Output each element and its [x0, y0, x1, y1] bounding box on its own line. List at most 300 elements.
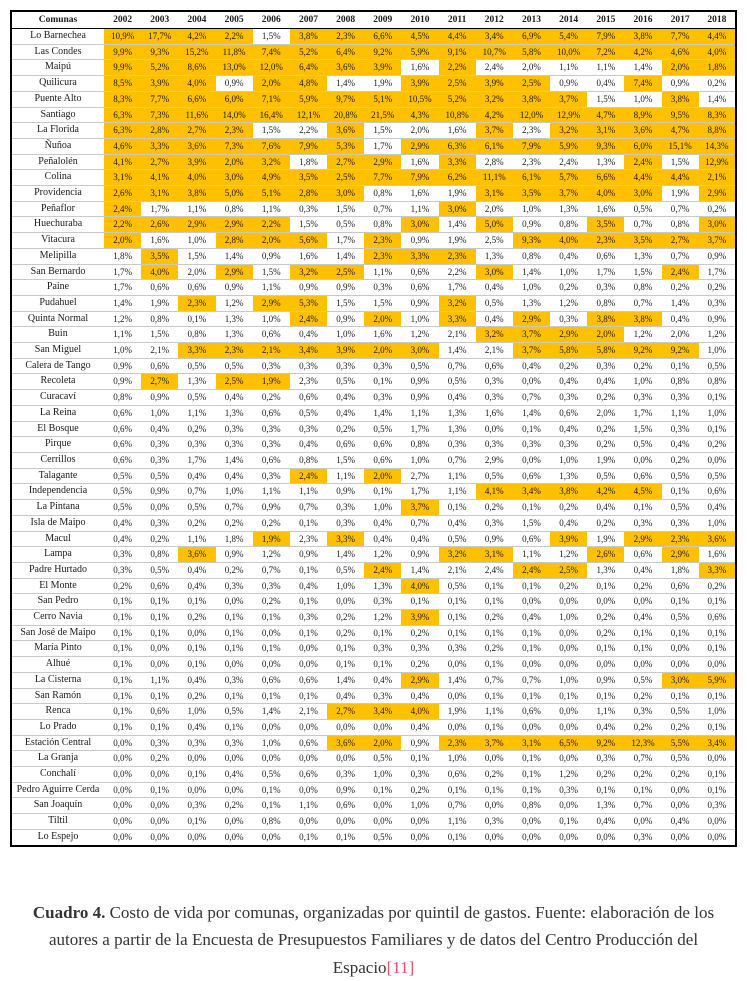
- value-cell: 20,8%: [327, 107, 364, 123]
- value-cell: 3,2%: [476, 91, 513, 107]
- comuna-cell: Talagante: [11, 468, 104, 484]
- value-cell: 0,5%: [624, 201, 661, 217]
- value-cell: 0,2%: [401, 657, 438, 673]
- value-cell: 1,3%: [513, 295, 550, 311]
- value-cell: 1,0%: [624, 91, 661, 107]
- value-cell: 3,2%: [439, 295, 476, 311]
- value-cell: 3,5%: [513, 186, 550, 202]
- comuna-cell: Maipú: [11, 60, 104, 76]
- value-cell: 2,1%: [476, 343, 513, 359]
- value-cell: 2,7%: [141, 154, 178, 170]
- value-cell: 4,1%: [476, 484, 513, 500]
- value-cell: 0,3%: [364, 688, 401, 704]
- year-column-header: 2005: [216, 11, 253, 29]
- value-cell: 0,0%: [104, 814, 141, 830]
- value-cell: 2,1%: [699, 170, 736, 186]
- value-cell: 0,9%: [587, 672, 624, 688]
- value-cell: 0,1%: [141, 719, 178, 735]
- value-cell: 2,4%: [476, 60, 513, 76]
- value-cell: 0,0%: [513, 814, 550, 830]
- value-cell: 1,0%: [141, 405, 178, 421]
- value-cell: 0,6%: [178, 280, 215, 296]
- value-cell: 0,3%: [253, 421, 290, 437]
- value-cell: 7,3%: [216, 138, 253, 154]
- value-cell: 1,7%: [401, 421, 438, 437]
- value-cell: 0,1%: [624, 782, 661, 798]
- value-cell: 3,2%: [439, 547, 476, 563]
- value-cell: 2,5%: [216, 374, 253, 390]
- value-cell: 0,6%: [513, 704, 550, 720]
- value-cell: 4,0%: [699, 44, 736, 60]
- value-cell: 0,2%: [624, 688, 661, 704]
- value-cell: 0,1%: [699, 625, 736, 641]
- value-cell: 3,1%: [476, 547, 513, 563]
- comuna-cell: Ñuñoa: [11, 138, 104, 154]
- value-cell: 11,6%: [178, 107, 215, 123]
- value-cell: 3,5%: [141, 248, 178, 264]
- comuna-cell: La Cisterna: [11, 672, 104, 688]
- value-cell: 0,7%: [253, 562, 290, 578]
- value-cell: 3,8%: [550, 484, 587, 500]
- value-cell: 0,4%: [439, 390, 476, 406]
- value-cell: 0,4%: [178, 719, 215, 735]
- value-cell: 0,1%: [104, 641, 141, 657]
- value-cell: 0,2%: [550, 280, 587, 296]
- value-cell: 0,8%: [253, 814, 290, 830]
- value-cell: 1,2%: [401, 327, 438, 343]
- value-cell: 0,0%: [476, 829, 513, 845]
- value-cell: 0,1%: [699, 421, 736, 437]
- value-cell: 0,5%: [216, 704, 253, 720]
- value-cell: 2,3%: [364, 248, 401, 264]
- value-cell: 5,2%: [141, 60, 178, 76]
- value-cell: 1,1%: [476, 704, 513, 720]
- comuna-cell: San Miguel: [11, 343, 104, 359]
- value-cell: 3,9%: [327, 343, 364, 359]
- value-cell: 0,1%: [141, 688, 178, 704]
- value-cell: 2,0%: [364, 311, 401, 327]
- value-cell: 0,0%: [662, 782, 699, 798]
- value-cell: 0,4%: [513, 358, 550, 374]
- value-cell: 0,3%: [587, 358, 624, 374]
- value-cell: 0,1%: [513, 625, 550, 641]
- value-cell: 2,4%: [290, 311, 327, 327]
- value-cell: 1,3%: [550, 468, 587, 484]
- value-cell: 3,0%: [662, 672, 699, 688]
- value-cell: 4,7%: [587, 107, 624, 123]
- value-cell: 0,6%: [327, 437, 364, 453]
- value-cell: 1,7%: [439, 280, 476, 296]
- value-cell: 0,0%: [104, 798, 141, 814]
- value-cell: 0,5%: [476, 468, 513, 484]
- value-cell: 5,8%: [587, 343, 624, 359]
- value-cell: 1,1%: [364, 264, 401, 280]
- value-cell: 0,9%: [401, 547, 438, 563]
- value-cell: 0,3%: [290, 421, 327, 437]
- value-cell: 2,3%: [513, 123, 550, 139]
- value-cell: 0,1%: [587, 578, 624, 594]
- value-cell: 3,6%: [327, 123, 364, 139]
- value-cell: 0,7%: [513, 672, 550, 688]
- value-cell: 0,3%: [550, 311, 587, 327]
- value-cell: 0,7%: [624, 751, 661, 767]
- value-cell: 0,0%: [141, 798, 178, 814]
- value-cell: 0,9%: [401, 233, 438, 249]
- value-cell: 0,0%: [364, 798, 401, 814]
- value-cell: 0,8%: [216, 201, 253, 217]
- table-row: [11, 688, 736, 704]
- table-row: [11, 60, 736, 76]
- value-cell: 0,1%: [476, 782, 513, 798]
- table-row: [11, 374, 736, 390]
- value-cell: 0,2%: [216, 798, 253, 814]
- value-cell: 0,6%: [513, 531, 550, 547]
- value-cell: 4,0%: [401, 578, 438, 594]
- value-cell: 0,1%: [476, 719, 513, 735]
- value-cell: 1,6%: [476, 405, 513, 421]
- value-cell: 1,8%: [662, 562, 699, 578]
- value-cell: 0,3%: [104, 547, 141, 563]
- value-cell: 0,3%: [624, 704, 661, 720]
- table-row: [11, 295, 736, 311]
- value-cell: 1,2%: [253, 547, 290, 563]
- value-cell: 10,5%: [401, 91, 438, 107]
- value-cell: 0,4%: [550, 374, 587, 390]
- value-cell: 0,3%: [476, 374, 513, 390]
- value-cell: 1,0%: [327, 327, 364, 343]
- value-cell: 3,1%: [141, 186, 178, 202]
- comuna-cell: Pudahuel: [11, 295, 104, 311]
- year-column-header: 2011: [439, 11, 476, 29]
- value-cell: 1,1%: [327, 468, 364, 484]
- value-cell: 0,4%: [401, 688, 438, 704]
- value-cell: 0,8%: [141, 311, 178, 327]
- value-cell: 0,0%: [253, 719, 290, 735]
- comuna-cell: Buin: [11, 327, 104, 343]
- value-cell: 0,4%: [290, 327, 327, 343]
- value-cell: 0,1%: [364, 782, 401, 798]
- table-row: [11, 29, 736, 45]
- value-cell: 0,1%: [662, 358, 699, 374]
- value-cell: 0,3%: [364, 358, 401, 374]
- value-cell: 0,8%: [513, 248, 550, 264]
- value-cell: 0,1%: [216, 688, 253, 704]
- value-cell: 0,4%: [699, 500, 736, 516]
- value-cell: 0,5%: [439, 578, 476, 594]
- value-cell: 2,3%: [290, 531, 327, 547]
- value-cell: 0,9%: [550, 76, 587, 92]
- value-cell: 1,2%: [550, 295, 587, 311]
- value-cell: 0,3%: [699, 295, 736, 311]
- value-cell: 0,0%: [178, 829, 215, 845]
- value-cell: 0,0%: [587, 657, 624, 673]
- value-cell: 3,0%: [401, 217, 438, 233]
- value-cell: 4,2%: [476, 107, 513, 123]
- value-cell: 1,4%: [216, 452, 253, 468]
- value-cell: 0,4%: [178, 578, 215, 594]
- comuna-cell: Vitacura: [11, 233, 104, 249]
- year-column-header: 2016: [624, 11, 661, 29]
- value-cell: 2,3%: [439, 735, 476, 751]
- value-cell: 0,3%: [216, 437, 253, 453]
- value-cell: 1,3%: [178, 374, 215, 390]
- value-cell: 5,9%: [290, 91, 327, 107]
- value-cell: 0,3%: [178, 798, 215, 814]
- value-cell: 1,6%: [587, 201, 624, 217]
- value-cell: 3,6%: [699, 531, 736, 547]
- value-cell: 0,1%: [624, 641, 661, 657]
- value-cell: 0,8%: [290, 452, 327, 468]
- value-cell: 1,4%: [327, 547, 364, 563]
- value-cell: 0,6%: [104, 421, 141, 437]
- value-cell: 2,9%: [364, 154, 401, 170]
- value-cell: 0,2%: [178, 515, 215, 531]
- value-cell: 0,9%: [401, 390, 438, 406]
- table-row: [11, 170, 736, 186]
- value-cell: 2,0%: [253, 76, 290, 92]
- table-row: [11, 594, 736, 610]
- value-cell: 0,0%: [624, 452, 661, 468]
- value-cell: 6,4%: [327, 44, 364, 60]
- value-cell: 0,2%: [327, 610, 364, 626]
- value-cell: 0,1%: [699, 594, 736, 610]
- value-cell: 6,0%: [624, 138, 661, 154]
- value-cell: 0,1%: [141, 782, 178, 798]
- value-cell: 0,9%: [699, 248, 736, 264]
- value-cell: 1,6%: [401, 186, 438, 202]
- value-cell: 0,6%: [401, 264, 438, 280]
- comuna-cell: María Pinto: [11, 641, 104, 657]
- value-cell: 3,0%: [439, 201, 476, 217]
- value-cell: 0,5%: [104, 468, 141, 484]
- value-cell: 0,0%: [513, 719, 550, 735]
- value-cell: 0,3%: [662, 390, 699, 406]
- value-cell: 2,3%: [587, 233, 624, 249]
- comuna-cell: Quinta Normal: [11, 311, 104, 327]
- value-cell: 1,0%: [104, 343, 141, 359]
- year-column-header: 2004: [178, 11, 215, 29]
- value-cell: 0,0%: [476, 421, 513, 437]
- value-cell: 2,4%: [513, 562, 550, 578]
- value-cell: 1,0%: [364, 767, 401, 783]
- table-row: [11, 704, 736, 720]
- value-cell: 1,5%: [327, 201, 364, 217]
- value-cell: 7,1%: [253, 91, 290, 107]
- value-cell: 0,1%: [662, 484, 699, 500]
- value-cell: 2,5%: [513, 76, 550, 92]
- value-cell: 0,1%: [513, 421, 550, 437]
- comuna-cell: Lo Espejo: [11, 829, 104, 845]
- value-cell: 13,0%: [216, 60, 253, 76]
- value-cell: 0,2%: [587, 610, 624, 626]
- table-row: [11, 154, 736, 170]
- value-cell: 0,2%: [587, 515, 624, 531]
- value-cell: 4,4%: [624, 170, 661, 186]
- value-cell: 0,8%: [364, 186, 401, 202]
- comuna-cell: San Bernardo: [11, 264, 104, 280]
- value-cell: 0,0%: [401, 829, 438, 845]
- value-cell: 0,2%: [476, 610, 513, 626]
- table-row: [11, 264, 736, 280]
- comuna-cell: Peñalolén: [11, 154, 104, 170]
- value-cell: 2,9%: [253, 295, 290, 311]
- value-cell: 2,9%: [178, 217, 215, 233]
- value-cell: 1,2%: [699, 327, 736, 343]
- value-cell: 1,9%: [439, 186, 476, 202]
- value-cell: 0,1%: [513, 688, 550, 704]
- value-cell: 1,6%: [141, 233, 178, 249]
- value-cell: 8,9%: [624, 107, 661, 123]
- value-cell: 0,6%: [253, 452, 290, 468]
- year-column-header: 2002: [104, 11, 141, 29]
- value-cell: 5,5%: [662, 735, 699, 751]
- value-cell: 3,9%: [550, 531, 587, 547]
- value-cell: 1,3%: [439, 421, 476, 437]
- value-cell: 1,2%: [624, 327, 661, 343]
- value-cell: 0,4%: [364, 672, 401, 688]
- value-cell: 3,2%: [550, 123, 587, 139]
- value-cell: 0,2%: [662, 452, 699, 468]
- comuna-cell: Huechuraba: [11, 217, 104, 233]
- value-cell: 0,5%: [364, 751, 401, 767]
- table-row: [11, 767, 736, 783]
- value-cell: 0,1%: [513, 500, 550, 516]
- value-cell: 0,5%: [327, 374, 364, 390]
- value-cell: 3,1%: [104, 170, 141, 186]
- value-cell: 0,7%: [476, 672, 513, 688]
- value-cell: 0,0%: [476, 798, 513, 814]
- value-cell: 1,6%: [401, 60, 438, 76]
- value-cell: 0,0%: [327, 719, 364, 735]
- value-cell: 7,9%: [587, 29, 624, 45]
- value-cell: 0,9%: [216, 547, 253, 563]
- table-row: [11, 390, 736, 406]
- value-cell: 0,0%: [662, 657, 699, 673]
- year-column-header: 2009: [364, 11, 401, 29]
- value-cell: 3,3%: [439, 154, 476, 170]
- value-cell: 0,5%: [476, 295, 513, 311]
- year-column-header: 2007: [290, 11, 327, 29]
- value-cell: 5,1%: [364, 91, 401, 107]
- value-cell: 0,2%: [253, 594, 290, 610]
- value-cell: 1,7%: [104, 264, 141, 280]
- value-cell: 6,2%: [439, 170, 476, 186]
- value-cell: 1,1%: [439, 468, 476, 484]
- value-cell: 4,9%: [253, 170, 290, 186]
- value-cell: 3,7%: [513, 327, 550, 343]
- citation-link[interactable]: [11]: [386, 957, 415, 977]
- comuna-cell: Curacaví: [11, 390, 104, 406]
- value-cell: 0,0%: [550, 625, 587, 641]
- comuna-cell: Tiltil: [11, 814, 104, 830]
- value-cell: 1,5%: [253, 123, 290, 139]
- value-cell: 0,6%: [290, 390, 327, 406]
- value-cell: 2,9%: [513, 311, 550, 327]
- value-cell: 2,1%: [439, 327, 476, 343]
- value-cell: 0,7%: [513, 390, 550, 406]
- value-cell: 1,2%: [550, 547, 587, 563]
- value-cell: 1,8%: [104, 248, 141, 264]
- value-cell: 3,7%: [699, 233, 736, 249]
- value-cell: 1,1%: [253, 280, 290, 296]
- value-cell: 1,4%: [364, 405, 401, 421]
- year-column-header: 2008: [327, 11, 364, 29]
- value-cell: 1,7%: [587, 264, 624, 280]
- value-cell: 0,4%: [587, 719, 624, 735]
- value-cell: 10,7%: [476, 44, 513, 60]
- value-cell: 1,5%: [624, 264, 661, 280]
- value-cell: 0,2%: [476, 500, 513, 516]
- value-cell: 1,0%: [550, 264, 587, 280]
- value-cell: 0,2%: [662, 280, 699, 296]
- value-cell: 0,9%: [141, 484, 178, 500]
- value-cell: 0,2%: [253, 515, 290, 531]
- value-cell: 0,6%: [364, 452, 401, 468]
- value-cell: 1,1%: [290, 484, 327, 500]
- value-cell: 0,2%: [253, 390, 290, 406]
- value-cell: 0,5%: [216, 358, 253, 374]
- value-cell: 0,7%: [290, 500, 327, 516]
- value-cell: 6,0%: [216, 91, 253, 107]
- value-cell: 0,0%: [364, 719, 401, 735]
- value-cell: 0,4%: [178, 562, 215, 578]
- value-cell: 1,9%: [439, 233, 476, 249]
- value-cell: 1,0%: [327, 578, 364, 594]
- comuna-cell: El Monte: [11, 578, 104, 594]
- value-cell: 0,6%: [513, 468, 550, 484]
- value-cell: 1,3%: [216, 311, 253, 327]
- value-cell: 1,8%: [699, 60, 736, 76]
- value-cell: 0,0%: [513, 452, 550, 468]
- value-cell: 1,0%: [699, 405, 736, 421]
- value-cell: 2,4%: [290, 468, 327, 484]
- table-row: [11, 123, 736, 139]
- value-cell: 1,4%: [513, 405, 550, 421]
- value-cell: 5,8%: [550, 343, 587, 359]
- value-cell: 4,2%: [178, 29, 215, 45]
- value-cell: 0,1%: [104, 672, 141, 688]
- value-cell: 3,3%: [699, 562, 736, 578]
- value-cell: 0,1%: [476, 625, 513, 641]
- value-cell: 1,0%: [513, 280, 550, 296]
- value-cell: 0,0%: [290, 751, 327, 767]
- value-cell: 0,0%: [624, 814, 661, 830]
- value-cell: 0,0%: [550, 829, 587, 845]
- value-cell: 1,1%: [401, 405, 438, 421]
- value-cell: 0,9%: [401, 374, 438, 390]
- value-cell: 0,8%: [364, 217, 401, 233]
- value-cell: 0,5%: [178, 390, 215, 406]
- value-cell: 1,1%: [178, 531, 215, 547]
- value-cell: 0,4%: [476, 311, 513, 327]
- value-cell: 4,0%: [178, 170, 215, 186]
- value-cell: 2,0%: [104, 233, 141, 249]
- value-cell: 0,4%: [624, 562, 661, 578]
- value-cell: 0,2%: [327, 421, 364, 437]
- value-cell: 0,6%: [141, 280, 178, 296]
- value-cell: 3,5%: [624, 233, 661, 249]
- table-row: [11, 343, 736, 359]
- value-cell: 5,2%: [439, 91, 476, 107]
- value-cell: 0,6%: [364, 437, 401, 453]
- value-cell: 3,0%: [216, 170, 253, 186]
- value-cell: 0,3%: [364, 390, 401, 406]
- value-cell: 0,1%: [104, 719, 141, 735]
- year-column-header: 2013: [513, 11, 550, 29]
- value-cell: 1,0%: [364, 500, 401, 516]
- value-cell: 1,2%: [550, 767, 587, 783]
- value-cell: 2,5%: [476, 233, 513, 249]
